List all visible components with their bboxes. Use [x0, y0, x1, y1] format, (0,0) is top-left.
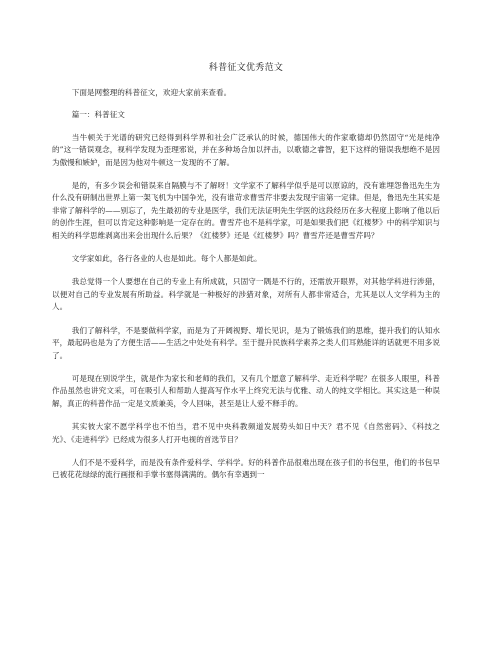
- body-paragraph: 我们了解科学，不是要做科学家，而是为了开阔视野、增长见识，是为了锻炼我们的思维，提升我们的认知水平，最起码也是为了方便生活——生活之中处处有科学。至于提升民族科学素养之类人们耳熟能详的话就更不用多说了。: [52, 325, 440, 360]
- body-paragraph: 我总觉得一个人要想在自己的专业上有所成就，只固守一隅是不行的，还需放开眼界，对其他学科进行涉猎，以便对自己的专业发展有所助益。科学就是一种极好的涉猎对象，对所有人都非常适合，尤其是以人文学科为主的人。: [52, 277, 440, 312]
- body-paragraph: 可是现在别说学生，就是作为家长和老师的我们，又有几个愿意了解科学、走近科学呢？在很多人眼里，科普作品虽然也讲究文采，可在吸引人和帮助人提高写作水平上终究无法与优雅、动人的纯文学相比。其实这是一种误解，真正的科普作品一定是文质兼美，令人回味，甚至是让人爱不释手的。: [52, 373, 440, 408]
- document-title: 科普征文优秀范文: [208, 63, 284, 73]
- body-paragraph: 其实彼大家不愿学科学也不怕当，君不见中央科教频道发展势头如日中天？君不见《自然密码》、《科技之光》、《走进科学》已经成为很多人打开电视的首选节目？: [52, 422, 440, 444]
- section-heading: 篇一：科普征文: [71, 110, 125, 120]
- body-paragraphs: [52, 132, 440, 482]
- body-paragraph: 文学家如此，各行各业的人也是如此。每个人都是如此。: [71, 254, 262, 264]
- body-paragraph: 人们不是不爱科学，而是没有条件爱科学、学科学。好的科普作品很难出现在孩子们的书包里，他们的书包早已被花花绿绿的流行画报和手掌书塞得满满的。偶尔有幸遇到一: [52, 457, 440, 480]
- intro-text: 下面是网整理的科普征文，欢迎大家前来查看。: [71, 88, 232, 97]
- body-paragraph: 当牛顿关于光谱的研究已经得到科学界和社会广泛承认的时候，德国伟大的作家歌德却仍然固守“光是纯净的”这一错误观念，视科学发现为歪理邪说，并在多种场合加以抨击，以歌德之睿智，犯下这样的错误我想绝不是因为傲慢和嫉妒，而是因为他对牛顿这一发现的不了解。: [52, 132, 440, 167]
- body-paragraph: 是的，有多少误会和错误来自隔膜与不了解呀！文学家不了解科学似乎是可以原谅的，没有谁埋怨鲁迅先生为什么没有研制出世界上第一架飞机为中国争光，没有谁苛求曹雪芹非要去发现宇宙第一定律。但是，鲁迅先生其实是非常了解科学的——别忘了，先生最初的专业是医学，我们无法证明先生学医的这段经历在多大程度上影响了他以后的创作生涯，但可以肯定这种影响是一定存在的。曹雪芹也不是科学家，可是如果我们把《红楼梦》中的科学知识与相关的科学思维剥离出来会出现什么后果？《红楼梦》还是《红楼梦》吗？曹雪芹还是曹雪芹吗？: [52, 181, 440, 240]
